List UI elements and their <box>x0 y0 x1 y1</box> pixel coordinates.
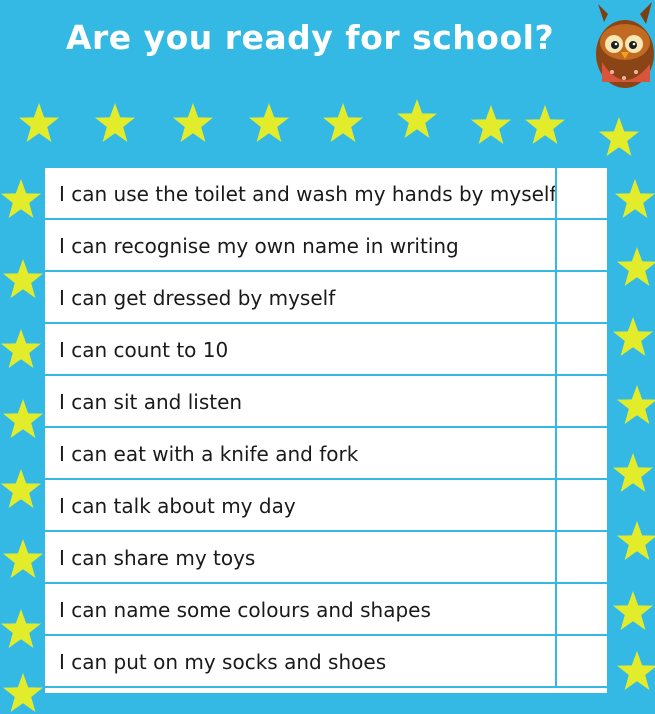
star-icon <box>0 328 42 370</box>
checklist-item-label: I can sit and listen <box>59 390 243 414</box>
star-icon <box>2 538 44 580</box>
star-icon <box>612 452 654 494</box>
checklist-row <box>45 584 607 636</box>
star-icon <box>470 104 512 146</box>
star-icon <box>2 398 44 440</box>
checkbox[interactable] <box>555 584 607 634</box>
star-icon <box>0 608 42 650</box>
page-title: Are you ready for school? <box>65 18 555 57</box>
checklist-item-label: I can talk about my day <box>59 494 296 518</box>
checkbox[interactable] <box>555 220 607 270</box>
checkbox[interactable] <box>555 168 607 218</box>
checkbox[interactable] <box>555 636 607 686</box>
star-icon <box>524 104 566 146</box>
checklist-row <box>45 428 607 480</box>
checkbox[interactable] <box>555 272 607 322</box>
checklist-row <box>45 324 607 376</box>
checkbox[interactable] <box>555 480 607 530</box>
star-icon <box>248 102 290 144</box>
checklist-item-label: I can eat with a knife and fork <box>59 442 359 466</box>
checklist-item-label: I can get dressed by myself <box>59 286 336 310</box>
checklist-row <box>45 220 607 272</box>
checkbox[interactable] <box>555 376 607 426</box>
star-icon <box>322 102 364 144</box>
checklist-item-label: I can put on my socks and shoes <box>59 650 387 674</box>
checklist <box>45 168 607 693</box>
checklist-row <box>45 272 607 324</box>
star-icon <box>616 520 655 562</box>
star-icon <box>0 178 42 220</box>
star-icon <box>616 246 655 288</box>
checklist-row <box>45 532 607 584</box>
checklist-row <box>45 480 607 532</box>
checklist-item-label: I can recognise my own name in writing <box>59 234 459 258</box>
star-icon <box>616 650 655 692</box>
star-icon <box>612 590 654 632</box>
star-icon <box>2 672 44 714</box>
star-icon <box>614 178 655 220</box>
checklist-item-label: I can share my toys <box>59 546 256 570</box>
checkbox[interactable] <box>555 532 607 582</box>
checklist-item-label: I can count to 10 <box>59 338 229 362</box>
star-icon <box>2 258 44 300</box>
checkbox[interactable] <box>555 428 607 478</box>
owl-icon <box>594 2 655 88</box>
star-icon <box>616 384 655 426</box>
star-icon <box>598 116 640 158</box>
star-icon <box>94 102 136 144</box>
star-icon <box>0 468 42 510</box>
star-icon <box>612 316 654 358</box>
checkbox[interactable] <box>555 324 607 374</box>
star-icon <box>172 102 214 144</box>
checklist-item-label: I can use the toilet and wash my hands by myself <box>59 182 557 206</box>
checklist-row <box>45 376 607 428</box>
checklist-row <box>45 168 607 220</box>
star-icon <box>18 102 60 144</box>
checklist-row <box>45 636 607 688</box>
star-icon <box>396 98 438 140</box>
checklist-item-label: I can name some colours and shapes <box>59 598 431 622</box>
